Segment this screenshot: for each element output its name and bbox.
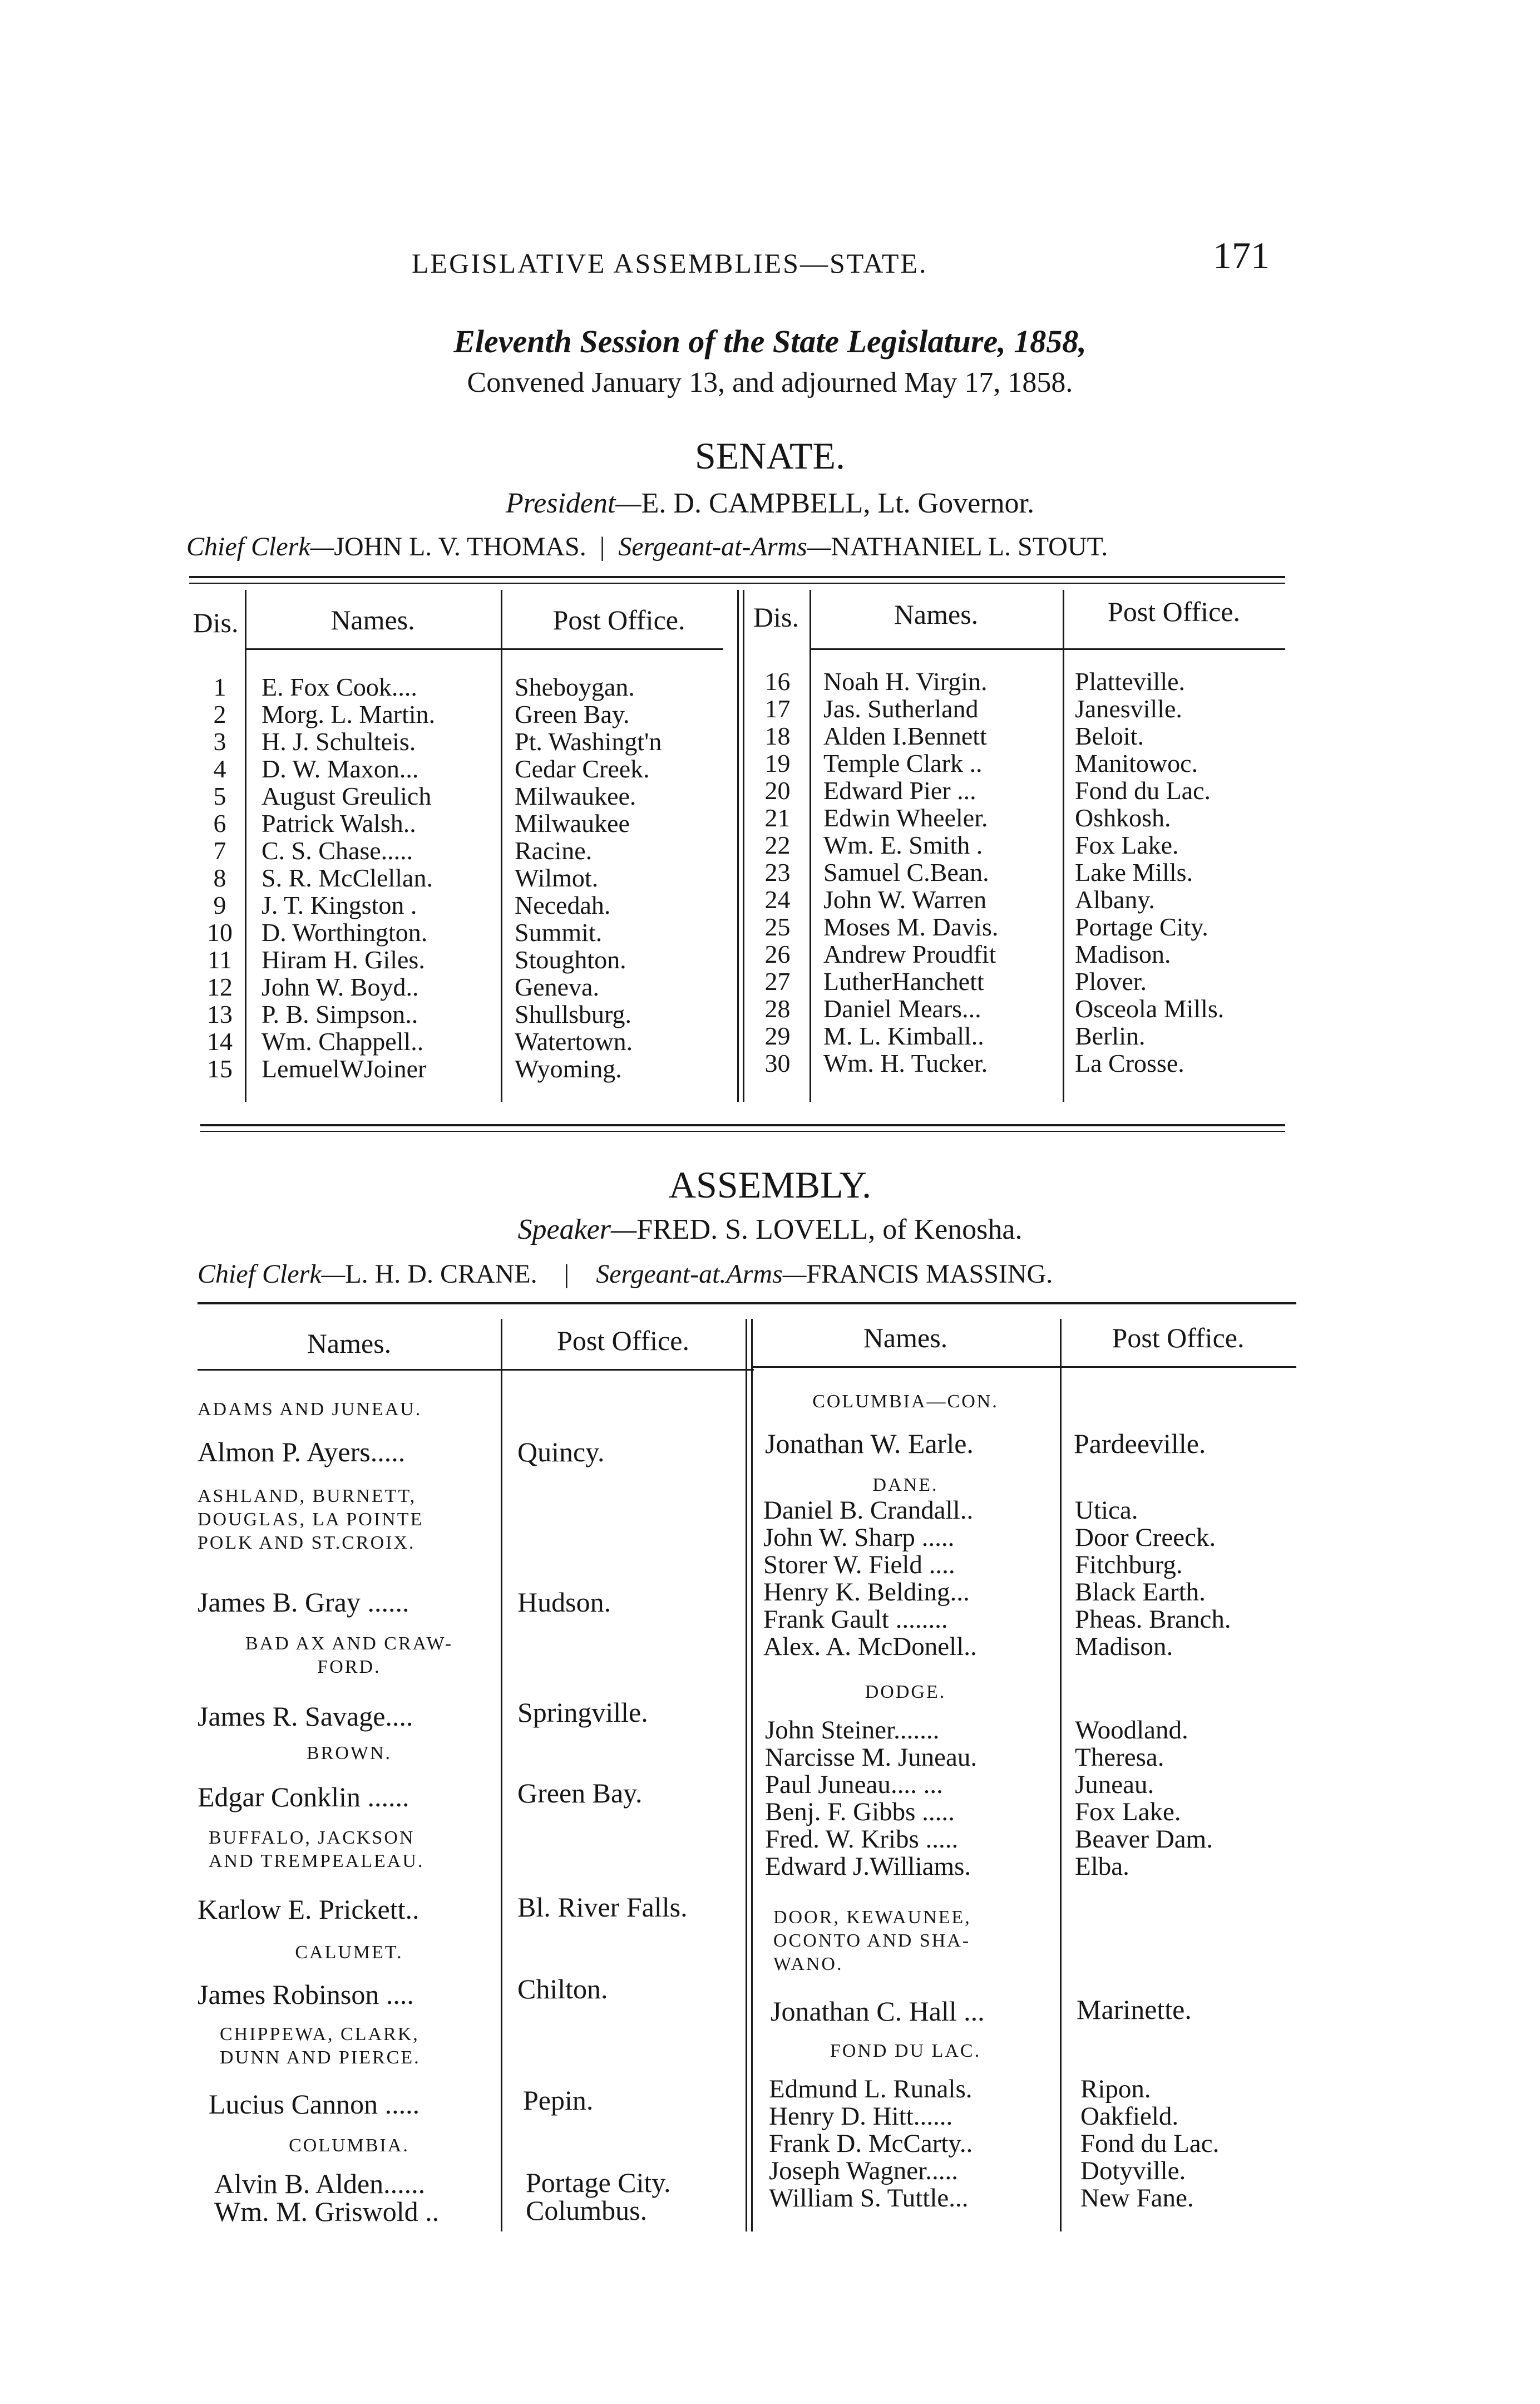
- senate-dis: 1: [213, 673, 226, 701]
- member-name: Benj. F. Gibbs .....: [765, 1797, 955, 1826]
- county-heading: WANO.: [773, 1954, 843, 1974]
- county-heading: ADAMS AND JUNEAU.: [198, 1399, 422, 1420]
- senator-name: Samuel C.Bean.: [823, 858, 989, 886]
- senator-post-office: Janesville.: [1075, 694, 1182, 723]
- senate-dis: 6: [213, 809, 226, 838]
- senate-dis: 29: [764, 1022, 791, 1050]
- county-heading: BROWN.: [306, 1743, 392, 1763]
- senate-left-names-column: [261, 673, 435, 1082]
- senator-name: Alden I.Bennett: [823, 722, 987, 750]
- senate-col-post-office-2: Post Office.: [1108, 596, 1240, 627]
- member-name: Joseph Wagner.....: [769, 2156, 958, 2185]
- county-heading: DOOR, KEWAUNEE,: [773, 1907, 971, 1928]
- member-post-office: Ripon.: [1080, 2075, 1151, 2104]
- senator-post-office: Platteville.: [1075, 667, 1186, 696]
- member-post-office: Pheas. Branch.: [1075, 1605, 1231, 1634]
- senator-post-office: Necedah.: [515, 891, 611, 919]
- member-name: Henry D. Hitt......: [769, 2102, 953, 2131]
- assembly-chief-clerk-name: L. H. D. CRANE.: [345, 1259, 537, 1289]
- assembly-header-rule-right: [751, 1366, 1296, 1368]
- assembly-officers: [198, 1259, 1053, 1289]
- senator-name: Noah H. Virgin.: [823, 667, 988, 696]
- senate-col-dis: Dis.: [192, 607, 239, 638]
- member-post-office: Columbus.: [526, 2195, 648, 2226]
- officer-separator: |: [593, 532, 612, 561]
- member-name: Paul Juneau.... ...: [765, 1770, 943, 1799]
- senator-name: Wm. Chappell..: [261, 1027, 424, 1056]
- member-name: Alex. A. McDonell..: [763, 1632, 977, 1661]
- member-post-office: Madison.: [1075, 1632, 1173, 1661]
- officer-separator: |: [544, 1259, 590, 1289]
- county-heading: CHIPPEWA, CLARK,: [220, 2024, 419, 2045]
- senator-post-office: Lake Mills.: [1075, 858, 1193, 886]
- senate-right-dis-column: [751, 668, 804, 1077]
- member-post-office: Fitchburg.: [1075, 1550, 1183, 1579]
- senate-dis: 10: [207, 918, 233, 947]
- senate-vrule-3: [737, 590, 739, 1102]
- member-name: Henry K. Belding...: [763, 1578, 970, 1607]
- senate-dis: 9: [213, 891, 226, 919]
- member-post-office: Fond du Lac.: [1080, 2129, 1220, 2158]
- senator-post-office: Geneva.: [515, 973, 599, 1001]
- member-name: Edward J.Williams.: [765, 1852, 971, 1881]
- senate-dis: 13: [207, 1000, 233, 1028]
- senate-left-dis-column: [200, 673, 239, 1082]
- senator-post-office: Manitowoc.: [1075, 749, 1198, 777]
- member-post-office: Juneau.: [1075, 1770, 1154, 1799]
- senate-dis: 12: [207, 973, 233, 1001]
- senator-name: D. W. Maxon...: [261, 755, 419, 783]
- member-post-office: Theresa.: [1075, 1743, 1164, 1772]
- assembly-top-rule: [198, 1302, 1296, 1304]
- senator-post-office: Osceola Mills.: [1075, 994, 1225, 1023]
- senator-post-office: Green Bay.: [515, 700, 630, 728]
- session-title: Eleventh Session of the State Legislature, 1858,: [453, 323, 1087, 359]
- member-name: John W. Sharp .....: [763, 1523, 955, 1552]
- member-name: Alvin B. Alden......: [214, 2168, 426, 2199]
- county-heading: DUNN AND PIERCE.: [220, 2047, 421, 2068]
- dane-names: [763, 1497, 977, 1661]
- senate-dis: 26: [764, 940, 791, 968]
- county-heading: POLK AND ST.CROIX.: [198, 1533, 416, 1553]
- member-post-office: Elba.: [1075, 1852, 1129, 1881]
- senator-post-office: Summit.: [515, 918, 603, 947]
- senate-col-dis-2: Dis.: [753, 602, 799, 633]
- member-name: John Steiner.......: [765, 1716, 940, 1745]
- senator-post-office: Beloit.: [1075, 722, 1144, 750]
- senate-vrule-1: [245, 590, 246, 1102]
- senate-dis: 18: [764, 722, 791, 750]
- senate-dis: 2: [213, 700, 226, 728]
- senate-dis: 4: [213, 755, 226, 783]
- senate-dis: 16: [764, 667, 791, 696]
- county-heading: OCONTO AND SHA-: [773, 1930, 971, 1951]
- member-name: Wm. M. Griswold ..: [214, 2196, 440, 2227]
- county-heading: COLUMBIA—CON.: [812, 1391, 999, 1412]
- county-heading: FORD.: [317, 1657, 381, 1677]
- county-heading: BAD AX AND CRAW-: [245, 1633, 453, 1654]
- county-heading: ASHLAND, BURNETT,: [198, 1486, 417, 1506]
- senate-dis: 30: [764, 1049, 791, 1077]
- member-name: Karlow E. Prickett..: [198, 1894, 419, 1925]
- senate-dis: 28: [764, 994, 791, 1023]
- senate-dis: 7: [213, 836, 226, 865]
- senator-name: Patrick Walsh..: [261, 809, 416, 838]
- member-post-office: Pepin.: [523, 2085, 594, 2116]
- member-post-office: Springville.: [517, 1697, 648, 1728]
- assembly-heading: ASSEMBLY.: [668, 1164, 872, 1206]
- senator-post-office: Pt. Washingt'n: [515, 727, 662, 756]
- member-post-office: Hudson.: [517, 1587, 611, 1618]
- member-post-office: Beaver Dam.: [1075, 1825, 1213, 1854]
- member-post-office: Green Bay.: [517, 1777, 643, 1809]
- senator-post-office: Portage City.: [1075, 913, 1208, 941]
- assembly-sergeant-name: FRANCIS MASSING.: [806, 1259, 1053, 1289]
- senate-dis: 20: [764, 776, 791, 805]
- senate-dis: 21: [764, 804, 791, 832]
- member-name: Fred. W. Kribs .....: [765, 1825, 959, 1854]
- senator-post-office: Racine.: [515, 836, 593, 865]
- senator-post-office: Plover.: [1075, 967, 1147, 996]
- senator-post-office: Cedar Creek.: [515, 755, 650, 783]
- member-post-office: Utica.: [1075, 1496, 1138, 1525]
- member-post-office: Dotyville.: [1080, 2156, 1186, 2185]
- assembly-col-post-office: Post Office.: [557, 1325, 689, 1356]
- senator-name: Moses M. Davis.: [823, 913, 999, 941]
- senate-sergeant-name: NATHANIEL L. STOUT.: [831, 532, 1108, 561]
- senate-dis: 23: [764, 858, 791, 886]
- member-post-office: New Fane.: [1080, 2184, 1194, 2213]
- member-name: Edmund L. Runals.: [769, 2075, 973, 2104]
- senate-col-names: Names.: [330, 604, 415, 636]
- senator-post-office: Berlin.: [1075, 1022, 1146, 1050]
- member-name: James R. Savage....: [198, 1701, 413, 1732]
- senator-post-office: Stoughton.: [515, 945, 626, 974]
- senator-name: LemuelWJoiner: [261, 1055, 427, 1083]
- senator-name: Temple Clark ..: [823, 749, 983, 777]
- member-name: Daniel B. Crandall..: [763, 1496, 974, 1525]
- senator-name: P. B. Simpson..: [261, 1000, 418, 1028]
- senator-name: J. T. Kingston .: [261, 891, 417, 919]
- member-name: William S. Tuttle...: [769, 2184, 969, 2213]
- assembly-chief-clerk-label: Chief Clerk—: [198, 1259, 345, 1289]
- running-header: LEGISLATIVE ASSEMBLIES—STATE.: [412, 248, 928, 279]
- member-post-office: Chilton.: [517, 1973, 608, 2004]
- assembly-header-rule-left: [198, 1369, 754, 1371]
- assembly-col-post-office-2: Post Office.: [1112, 1322, 1245, 1353]
- member-post-office: Woodland.: [1075, 1716, 1188, 1745]
- senator-name: August Greulich: [261, 782, 432, 810]
- senator-post-office: La Crosse.: [1075, 1049, 1184, 1077]
- senator-name: Hiram H. Giles.: [261, 945, 425, 974]
- senate-dis: 15: [207, 1055, 233, 1083]
- senator-name: Andrew Proudfit: [823, 940, 996, 968]
- member-post-office: Door Creeck.: [1075, 1523, 1216, 1552]
- senate-dis: 11: [207, 945, 233, 974]
- senate-heading: SENATE.: [694, 435, 846, 477]
- member-name: Storer W. Field ....: [763, 1550, 955, 1579]
- senate-dis: 17: [764, 694, 791, 723]
- speaker-label: Speaker—: [517, 1214, 637, 1245]
- senator-name: Morg. L. Martin.: [261, 700, 436, 728]
- senate-bottom-rule-2: [200, 1131, 1285, 1132]
- senate-header-rule-right: [810, 648, 1285, 650]
- speaker-name: FRED. S. LOVELL, of Kenosha.: [636, 1214, 1023, 1245]
- senator-post-office: Fond du Lac.: [1075, 776, 1211, 805]
- assembly-vrule-3: [1060, 1319, 1062, 2231]
- senator-name: Jas. Sutherland: [823, 694, 979, 723]
- member-name: Frank D. McCarty..: [769, 2129, 973, 2158]
- senator-name: M. L. Kimball..: [823, 1022, 984, 1050]
- senator-post-office: Milwaukee.: [515, 782, 636, 810]
- senate-vrule-5: [1063, 590, 1064, 1102]
- member-post-office: Oakfield.: [1080, 2102, 1179, 2131]
- senator-post-office: Shullsburg.: [515, 1000, 632, 1028]
- senate-right-po-column: [1075, 668, 1224, 1077]
- county-heading: AND TREMPEALEAU.: [209, 1851, 425, 1871]
- senator-post-office: Wilmot.: [515, 864, 599, 892]
- member-post-office: Quincy.: [517, 1436, 605, 1467]
- county-heading: DOUGLAS, LA POINTE: [198, 1509, 424, 1530]
- page-number: 171: [1213, 234, 1270, 277]
- senate-right-names-column: [823, 668, 998, 1077]
- senator-name: John W. Boyd..: [261, 973, 419, 1001]
- senate-dis: 8: [213, 864, 226, 892]
- member-post-office: Portage City.: [526, 2167, 671, 2198]
- senator-post-office: Sheboygan.: [515, 673, 635, 701]
- senate-bottom-rule: [200, 1124, 1285, 1126]
- member-name: Narcisse M. Juneau.: [765, 1743, 978, 1772]
- senate-dis: 24: [764, 885, 791, 914]
- dodge-names: [765, 1717, 977, 1880]
- senate-dis: 3: [213, 727, 226, 756]
- assembly-sergeant-label: Sergeant-at.Arms—: [596, 1259, 807, 1289]
- president-label: President—: [506, 487, 641, 519]
- senator-name: Wm. H. Tucker.: [823, 1049, 988, 1077]
- senator-post-office: Watertown.: [515, 1027, 633, 1056]
- dodge-post-offices: [1075, 1717, 1213, 1880]
- senate-header-rule-left: [245, 648, 723, 650]
- senator-post-office: Albany.: [1075, 885, 1155, 914]
- member-name: James B. Gray ......: [198, 1587, 409, 1618]
- assembly-speaker: [0, 1213, 1540, 1246]
- senate-sergeant-label: Sergeant-at-Arms—: [618, 532, 831, 561]
- assembly-col-names: Names.: [307, 1328, 392, 1359]
- senator-name: Edward Pier ...: [823, 776, 976, 805]
- senate-vrule-2: [501, 590, 502, 1102]
- member-name: Almon P. Ayers.....: [198, 1436, 406, 1467]
- county-heading: COLUMBIA.: [289, 2135, 409, 2156]
- senate-top-rule: [189, 576, 1285, 578]
- senate-left-po-column: [515, 673, 662, 1082]
- assembly-vrule-2b: [751, 1319, 753, 2231]
- county-heading: DANE.: [872, 1475, 939, 1495]
- session-subtitle: Convened January 13, and adjourned May 17, 1858.: [467, 367, 1073, 398]
- senate-dis: 5: [213, 782, 226, 810]
- senate-president: [0, 487, 1540, 520]
- senator-name: John W. Warren: [823, 885, 987, 914]
- senator-post-office: Oshkosh.: [1075, 804, 1171, 832]
- senator-name: H. J. Schulteis.: [261, 727, 416, 756]
- senate-vrule-4: [810, 590, 811, 1102]
- senator-name: Wm. E. Smith .: [823, 831, 983, 859]
- senator-post-office: Milwaukee: [515, 809, 630, 838]
- member-name: Edgar Conklin ......: [198, 1781, 409, 1812]
- member-post-office: Bl. River Falls.: [517, 1891, 688, 1923]
- senate-dis: 25: [764, 913, 791, 941]
- senator-post-office: Madison.: [1075, 940, 1171, 968]
- senator-name: E. Fox Cook....: [261, 673, 417, 701]
- member-name: James Robinson ....: [198, 1979, 414, 2010]
- assembly-col-names-2: Names.: [863, 1322, 948, 1353]
- assembly-vrule-1: [501, 1319, 502, 2231]
- senator-name: C. S. Chase.....: [261, 836, 413, 865]
- senate-dis: 19: [764, 749, 791, 777]
- senator-post-office: Fox Lake.: [1075, 831, 1179, 859]
- senator-name: D. Worthington.: [261, 918, 428, 947]
- senator-post-office: Wyoming.: [515, 1055, 622, 1083]
- senate-top-rule-2: [189, 583, 1285, 584]
- senator-name: Edwin Wheeler.: [823, 804, 988, 832]
- assembly-vrule-2: [746, 1319, 747, 2231]
- member-name: Jonathan C. Hall ...: [771, 1996, 985, 2027]
- member-post-office: Fox Lake.: [1075, 1797, 1181, 1826]
- county-heading: FOND DU LAC.: [830, 2041, 981, 2061]
- member-name: Lucius Cannon .....: [209, 2088, 420, 2120]
- county-heading: CALUMET.: [295, 1942, 403, 1963]
- county-heading: BUFFALO, JACKSON: [209, 1827, 415, 1848]
- member-post-office: Black Earth.: [1075, 1578, 1206, 1607]
- senate-dis: 22: [764, 831, 791, 859]
- member-name: Frank Gault ........: [763, 1605, 948, 1634]
- member-post-office: Pardeeville.: [1074, 1428, 1206, 1459]
- senate-chief-clerk-name: JOHN L. V. THOMAS.: [334, 532, 586, 561]
- senate-dis: 27: [764, 967, 791, 996]
- fond-du-lac-post-offices: [1080, 2076, 1219, 2212]
- member-post-office: Marinette.: [1077, 1994, 1192, 2025]
- dane-post-offices: [1075, 1497, 1231, 1661]
- senate-chief-clerk-label: Chief Clerk—: [186, 532, 334, 561]
- member-name: Jonathan W. Earle.: [765, 1428, 974, 1459]
- senate-vrule-3b: [743, 590, 744, 1102]
- county-heading: DODGE.: [865, 1682, 946, 1702]
- senator-name: LutherHanchett: [823, 967, 984, 996]
- senator-name: Daniel Mears...: [823, 994, 981, 1023]
- president-name: E. D. CAMPBELL, Lt. Governor.: [641, 487, 1034, 519]
- senate-col-names-2: Names.: [894, 599, 979, 630]
- senate-col-post-office: Post Office.: [552, 604, 685, 636]
- senate-officers: [186, 531, 1108, 562]
- fond-du-lac-names: [769, 2076, 973, 2212]
- senate-dis: 14: [207, 1027, 233, 1056]
- senator-name: S. R. McClellan.: [261, 864, 433, 892]
